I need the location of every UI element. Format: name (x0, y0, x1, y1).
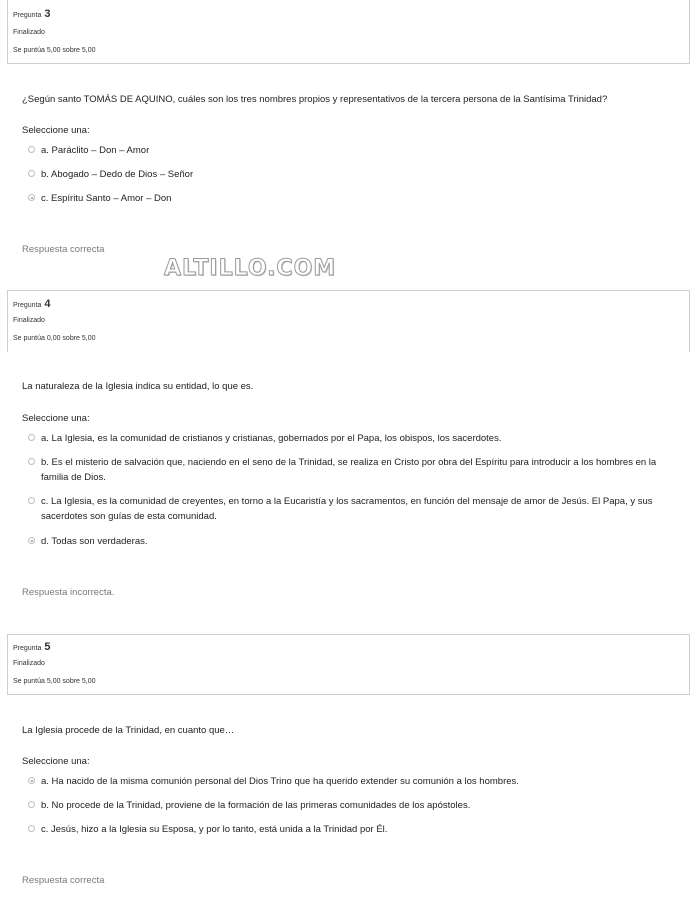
option-label: a. Ha nacido de la misma comunión personal del Dios Trino que ha querido extender su comunión a los hombres. (41, 776, 519, 787)
radio-button-selected[interactable] (28, 194, 35, 201)
option-label: d. Todas son verdaderas. (41, 536, 148, 547)
question-4-number-line (13, 298, 51, 310)
question-3-option-c[interactable] (28, 191, 668, 206)
question-label: Pregunta (13, 12, 42, 19)
question-state: Finalizado (13, 29, 45, 36)
question-3-text: ¿Según santo TOMÁS DE AQUINO, cuáles son los tres nombres propios y representativos de la tercera persona de la Santísima Trinidad? (22, 94, 608, 105)
option-label: a. La Iglesia, es la comunidad de cristianos y cristianas, gobernados por el Papa, los obispos, los sacerdotes. (41, 433, 502, 444)
watermark: ALTILLO.COM (164, 256, 337, 281)
radio-button[interactable] (28, 458, 35, 465)
radio-button[interactable] (28, 434, 35, 441)
question-state: Finalizado (13, 317, 45, 324)
question-label: Pregunta (13, 302, 42, 309)
question-4-info-box (7, 290, 690, 352)
question-5-text: La Iglesia procede de la Trinidad, en cuanto que… (22, 725, 235, 736)
radio-button[interactable] (28, 146, 35, 153)
question-number: 5 (44, 641, 51, 653)
question-5-prompt: Seleccione una: (22, 756, 90, 767)
question-number: 3 (44, 8, 51, 20)
question-4-option-d[interactable] (28, 534, 668, 549)
question-grade: Se puntúa 5,00 sobre 5,00 (13, 678, 96, 685)
question-4-feedback: Respuesta incorrecta. (22, 587, 115, 598)
question-3-info-box (7, 0, 690, 64)
question-5-option-b[interactable] (28, 798, 668, 813)
question-5-info-box (7, 634, 690, 695)
question-4-option-c[interactable] (28, 494, 668, 524)
radio-button[interactable] (28, 170, 35, 177)
radio-button[interactable] (28, 825, 35, 832)
question-3-option-a[interactable] (28, 143, 668, 158)
question-4-text: La naturaleza de la Iglesia indica su entidad, lo que es. (22, 381, 254, 392)
option-label: b. No procede de la Trinidad, proviene de la formación de las primeras comunidades de los apóstoles. (41, 800, 471, 811)
question-4-prompt: Seleccione una: (22, 413, 90, 424)
question-4-option-a[interactable] (28, 431, 668, 446)
question-5-option-a[interactable] (28, 774, 668, 789)
option-label: b. Abogado – Dedo de Dios – Señor (41, 169, 194, 180)
question-5-number-line (13, 641, 51, 653)
radio-button-selected[interactable] (28, 777, 35, 784)
question-4-option-b[interactable] (28, 455, 668, 485)
question-3-feedback: Respuesta correcta (22, 244, 105, 255)
question-5-feedback: Respuesta correcta (22, 875, 105, 886)
option-label: c. Jesús, hizo a la Iglesia su Esposa, y por lo tanto, está unida a la Trinidad por Él. (41, 824, 388, 835)
radio-button[interactable] (28, 497, 35, 504)
option-label: b. Es el misterio de salvación que, naciendo en el seno de la Trinidad, se realiza en Cristo por obra del Espíritu para introducir a los hombres en la familia de Dios. (41, 457, 657, 483)
question-3-number-line (13, 8, 51, 20)
question-number: 4 (44, 298, 51, 310)
question-3-prompt: Seleccione una: (22, 125, 90, 136)
question-grade: Se puntúa 0,00 sobre 5,00 (13, 335, 96, 342)
question-state: Finalizado (13, 660, 45, 667)
option-label: a. Paráclito – Don – Amor (41, 145, 150, 156)
question-3-option-b[interactable] (28, 167, 668, 182)
option-label: c. Espíritu Santo – Amor – Don (41, 193, 172, 204)
radio-button-selected[interactable] (28, 537, 35, 544)
question-label: Pregunta (13, 645, 42, 652)
question-grade: Se puntúa 5,00 sobre 5,00 (13, 47, 96, 54)
option-label: c. La Iglesia, es la comunidad de creyentes, en torno a la Eucaristía y los sacramentos, en función del mensaje de amor de Jesús. El Papa, y sus sacerdotes son guías de esta comunidad. (41, 496, 653, 522)
question-5-option-c[interactable] (28, 822, 668, 837)
radio-button[interactable] (28, 801, 35, 808)
